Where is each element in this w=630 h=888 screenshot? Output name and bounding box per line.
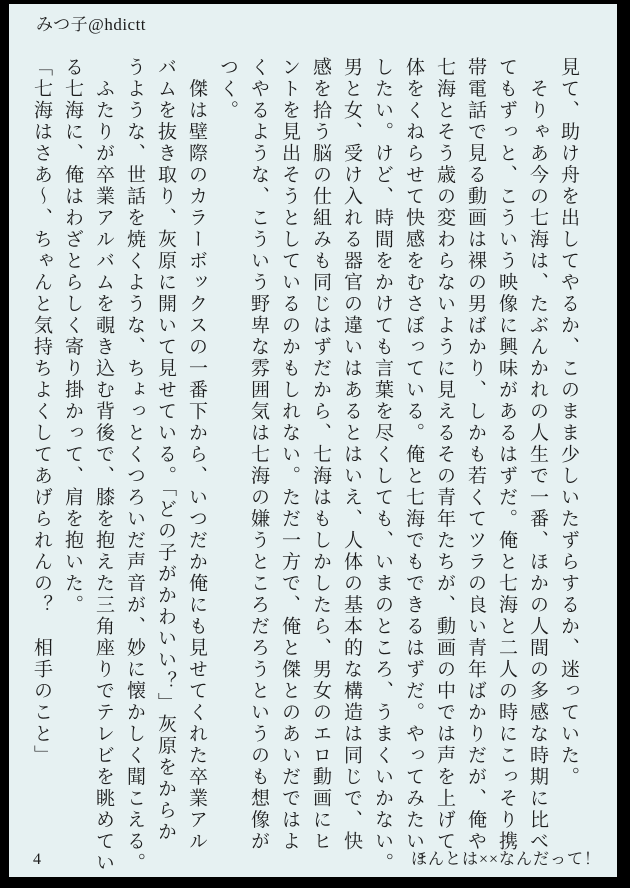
text-line: ふたりが卒業アルバムを覗き込む背後で、膝を抱えた三角座りでテレビを眺めてい — [93, 57, 114, 874]
text-line: ントを見出そうとしているのかもしれない。ただ一方で、俺と傑とのあいだではよ — [279, 57, 300, 853]
text-line: 七海とそう歳の変わらないように見えるその青年たちが、動画の中では声を上げて — [434, 57, 455, 853]
text-line: したい。けど、時間をかけても言葉を尽くしても、いまのところ、うまくいかない。 — [372, 57, 393, 874]
text-line: 男と女、受け入れる器官の違いはあるとはいえ、人体の基本的な構造は同じで、快 — [341, 57, 362, 853]
text-line: 体をくねらせて快感をむさぼっている。俺と七海でもできるはずだ。やってみたい。 — [403, 57, 424, 874]
text-line: バムを抜き取り、灰原に開いて見せている。「どの子がかわいい？」灰原をからか — [155, 57, 176, 843]
page-number: 4 — [33, 851, 41, 868]
text-line: 「七海はさあ～、ちゃんと気持ちよくしてあげられんの？ 相手のこと」 — [31, 57, 52, 767]
text-line: つく。 — [217, 57, 238, 122]
author-handle: みつ子@hdictt — [36, 15, 147, 34]
text-line: くやるような、こういう野卑な雰囲気は七海の嫌うところだろうというのも想像が — [248, 57, 269, 853]
text-line: 傑は壁際のカラーボックスの一番下から、いつだか俺にも見せてくれた卒業アル — [186, 57, 207, 853]
text-line: 見て、助け舟を出してやるか、このまま少しいたずらするか、迷っていた。 — [558, 57, 579, 788]
text-line: そりゃあ今の七海は、たぶんかれの人生で一番、ほかの人間の多感な時期に比べ — [527, 57, 548, 853]
text-line: 感を拾う脳の仕組みも同じはずだから、七海はもしかしたら、男女のエロ動画にヒ — [310, 57, 331, 853]
book-page — [9, 4, 617, 877]
text-line: 帯電話で見る動画は裸の男ばかり、しかも若くてツラの良い青年ばかりだが、俺や — [465, 57, 486, 853]
text-line: うような、世話を焼くような、ちょっとくつろいだ声音が、妙に懐かしく聞こえる。 — [124, 57, 145, 874]
text-line: る七海に、俺はわざとらしく寄り掛かって、肩を抱いた。 — [62, 57, 83, 616]
text-line: てもずっと、こういう映像に興味があるはずだ。俺と七海と二人の時にこっそり携 — [496, 57, 517, 853]
running-title: ほんとは××なんだって！ — [410, 851, 601, 868]
